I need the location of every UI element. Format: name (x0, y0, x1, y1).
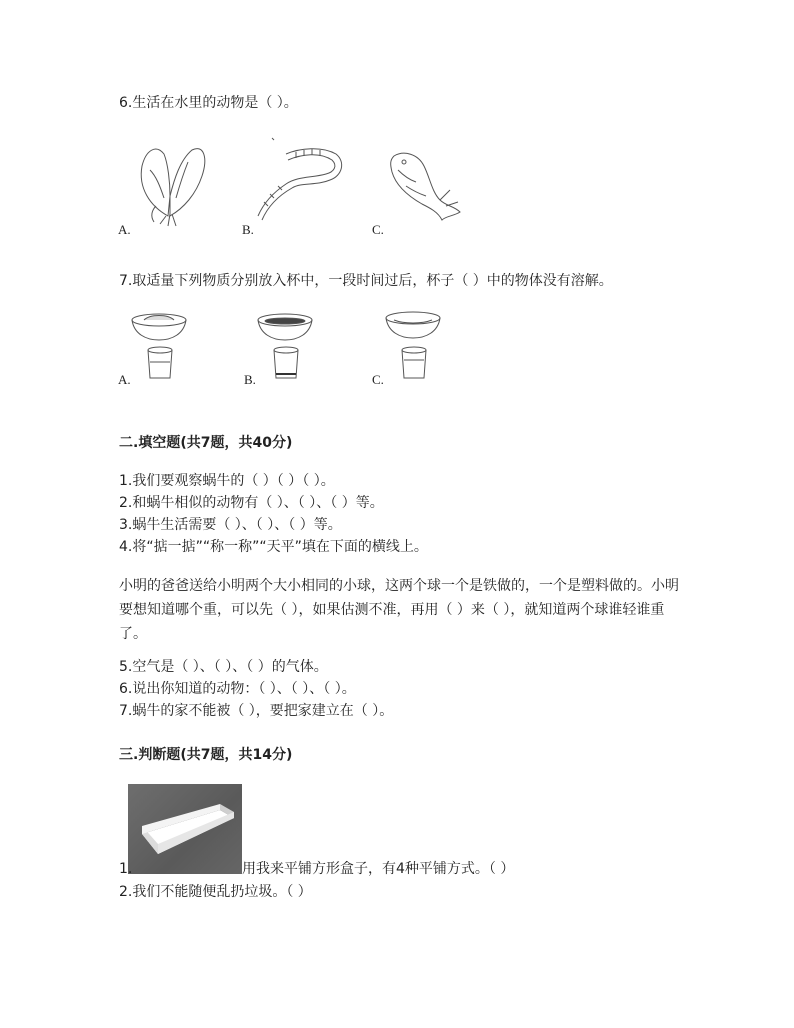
fill-item-6: 6.说出你知道的动物：（ ）、（ ）、（ ）。 (119, 681, 356, 697)
triangular-prism-block (128, 784, 242, 874)
section-3-heading: 三.判断题(共7题，共14分) (119, 747, 293, 763)
q6-option-c[interactable]: C. (372, 222, 384, 237)
judge-item-1-text: 用我来平铺方形盒子，有4种平铺方式。（ ） (242, 861, 515, 877)
q6-option-a[interactable]: A. (118, 222, 131, 237)
fill-item-1: 1.我们要观察蜗牛的（ ）（ ）（ ）。 (119, 473, 335, 489)
judge-item-1-number: 1. (119, 861, 133, 877)
q7-option-a[interactable]: A. (118, 372, 131, 387)
judge-item-2-text: 2.我们不能随便乱扔垃圾。（ ） (119, 884, 312, 900)
fill-item-7: 7.蜗牛的家不能被（ ），要把家建立在（ ）。 (119, 703, 394, 719)
fill-item-5: 5.空气是（ ）、（ ）、（ ）的气体。 (119, 659, 328, 675)
q7-option-b[interactable]: B. (244, 372, 256, 387)
fill-item-3: 3.蜗牛生活需要（ ）、（ ）、（ ）等。 (119, 517, 342, 533)
q6-option-b[interactable]: B. (242, 222, 254, 237)
section-2-heading: 二.填空题(共7题，共40分) (119, 435, 293, 451)
bowl-oil-icon (384, 308, 442, 382)
fish-icon (384, 146, 464, 224)
fill-paragraph: 小明的爸爸送给小明两个大小相同的小球，这两个球一个是铁做的，一个是塑料做的。小明要想知道哪个重，可以先（ ），如果估测不准，再用（ ）来（ ），就知道两个球谁轻谁重了。 (119, 578, 679, 642)
fill-item-4: 4.将“掂一掂”“称一称”“天平”填在下面的横线上。 (119, 539, 428, 555)
question-6-text: 6.生活在水里的动物是（ ）。 (119, 95, 298, 111)
butterfly-icon (130, 136, 210, 228)
fill-item-2: 2.和蜗牛相似的动物有（ ）、（ ）、（ ）等。 (119, 495, 384, 511)
bowl-salt-icon (130, 310, 188, 382)
question-7-text: 7.取适量下列物质分别放入杯中，一段时间过后，杯子（ ）中的物体没有溶解。 (119, 273, 613, 289)
earthworm-icon (252, 136, 352, 228)
q7-option-c[interactable]: C. (372, 372, 384, 387)
bowl-sand-icon (256, 310, 314, 382)
